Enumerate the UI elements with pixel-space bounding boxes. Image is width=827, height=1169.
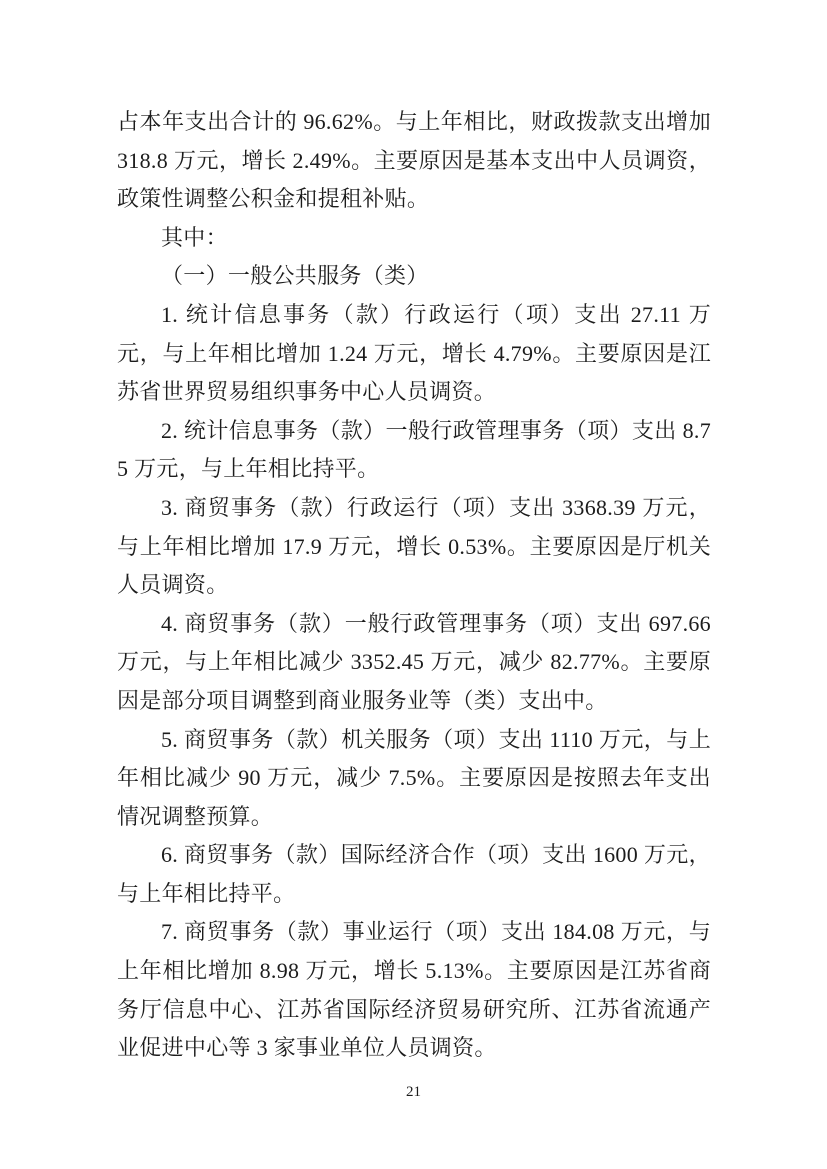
section-heading-general-public-services: （一）一般公共服务（类）: [161, 263, 429, 289]
document-body: [117, 103, 711, 1068]
paragraph-item-7: 7. 商贸事务（款）事业运行（项）支出 184.08 万元，与上年相比增加 8.98 万元，增长 5.13%。主要原因是江苏省商务厅信息中心、江苏省国际经济贸易研究所、江苏省流通产业促进中心等 3 家事业单位人员调资。: [117, 919, 711, 1061]
paragraph-item-1: 1. 统计信息事务（款）行政运行（项）支出 27.11 万元，与上年相比增加 1.24 万元，增长 4.79%。主要原因是江苏省世界贸易组织事务中心人员调资。: [117, 301, 711, 405]
paragraph-item-2: 2. 统计信息事务（款）一般行政管理事务（项）支出 8.75 万元，与上年相比持平。: [117, 417, 711, 482]
paragraph-item-6: 6. 商贸事务（款）国际经济合作（项）支出 1600 万元，与上年相比持平。: [117, 842, 711, 906]
paragraph-item-4: 4. 商贸事务（款）一般行政管理事务（项）支出 697.66 万元，与上年相比减少 3352.45 万元，减少 82.77%。主要原因是部分项目调整到商业服务业等（类）支出中。: [117, 610, 711, 713]
paragraph-item-5: 5. 商贸事务（款）机关服务（项）支出 1110 万元，与上年相比减少 90 万元，减少 7.5%。主要原因是按照去年支出情况调整预算。: [117, 726, 711, 829]
page-number: 21: [406, 1084, 421, 1100]
paragraph-qizhong: 其中：: [161, 224, 228, 250]
paragraph-continuation: 占本年支出合计的 96.62%。与上年相比，财政拨款支出增加 318.8 万元，增长 2.49%。主要原因是基本支出中人员调资，政策性调整公积金和提租补贴。: [117, 109, 711, 212]
paragraph-item-3: 3. 商贸事务（款）行政运行（项）支出 3368.39 万元，与上年相比增加 17.9 万元，增长 0.53%。主要原因是厅机关人员调资。: [117, 494, 711, 598]
